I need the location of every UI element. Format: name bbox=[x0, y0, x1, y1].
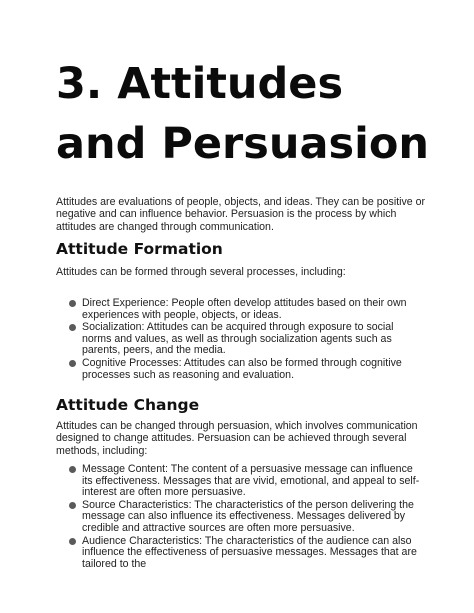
list-item-text: Message Content: The content of a persuasive message can influence its effectiveness. Messages that are vivid, emotional, and appeal to self-interest are often more persuasive. bbox=[82, 463, 420, 499]
list-item bbox=[56, 358, 420, 381]
bullet-list-attitude-change bbox=[56, 464, 420, 571]
list-item-text: Audience Characteristics: The characteristics of the audience can also influence the effectiveness of persuasive messages. Messages that are tailored to the bbox=[82, 534, 417, 570]
bullet-dot-icon bbox=[69, 466, 76, 473]
list-item-text: Socialization: Attitudes can be acquired through exposure to social norms and values, as well as through socialization agents such as parents, peers, and the media. bbox=[82, 321, 394, 357]
list-item bbox=[56, 500, 420, 535]
list-item-text: Source Characteristics: The characteristics of the person delivering the message can also influence its effectiveness. Messages delivered by credible and attractive sources are often more persuasive. bbox=[82, 498, 414, 534]
section-heading-attitude-change: Attitude Change bbox=[56, 396, 200, 414]
list-item bbox=[56, 464, 420, 499]
bullet-dot-icon bbox=[69, 538, 76, 545]
list-item bbox=[56, 536, 420, 571]
list-item-text: Direct Experience: People often develop attitudes based on their own experiences with people, objects, or ideas. bbox=[82, 297, 407, 321]
section-lead-attitude-formation: Attitudes can be formed through several processes, including: bbox=[56, 266, 346, 278]
page-title: 3. Attitudes and Persuasion bbox=[56, 59, 429, 169]
section-heading-attitude-formation: Attitude Formation bbox=[56, 240, 223, 258]
bullet-dot-icon bbox=[69, 360, 76, 367]
bullet-list-attitude-formation bbox=[56, 298, 420, 382]
section-lead-attitude-change: Attitudes can be changed through persuasion, which involves communication designed to change attitudes. Persuasion can be achieved through several methods, including: bbox=[56, 420, 418, 457]
list-item-text: Cognitive Processes: Attitudes can also be formed through cognitive processes such as reasoning and evaluation. bbox=[82, 356, 402, 381]
list-item bbox=[56, 298, 420, 321]
bullet-dot-icon bbox=[69, 324, 76, 331]
bullet-dot-icon bbox=[69, 300, 76, 307]
list-item bbox=[56, 322, 420, 357]
bullet-dot-icon bbox=[69, 502, 76, 509]
intro-paragraph: Attitudes are evaluations of people, objects, and ideas. They can be positive or negative and can influence behavior. Persuasion is the process by which attitudes are changed through communication. bbox=[56, 196, 426, 233]
